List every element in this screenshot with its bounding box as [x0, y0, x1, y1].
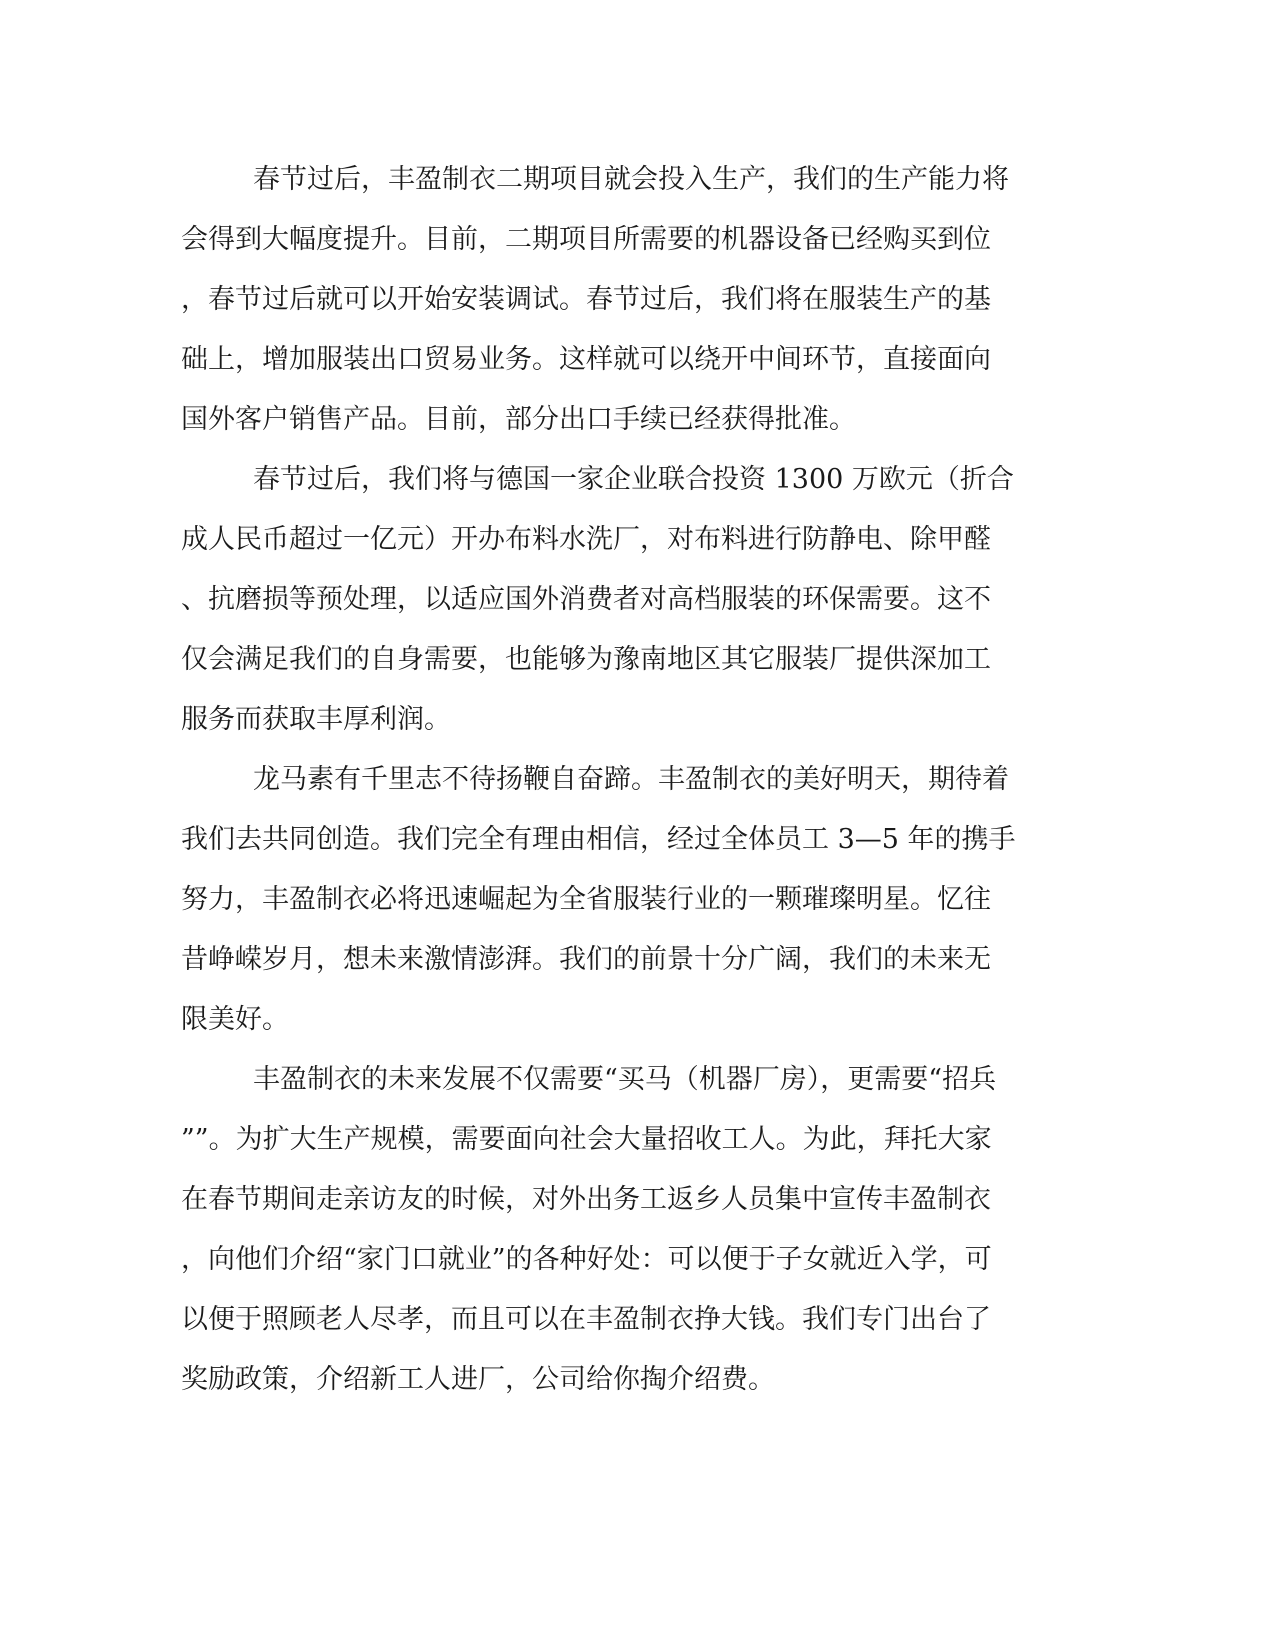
text-line: 服务而获取丰厚利润。 — [181, 704, 451, 735]
text-line: 、抗磨损等预处理，以适应国外消费者对高档服装的环保需要。这不 — [181, 584, 991, 615]
document-body — [181, 150, 1031, 1410]
text-line: 丰盈制衣的未来发展不仅需要“买马（机器厂房），更需要“招兵 — [253, 1064, 997, 1095]
text-line: 在春节期间走亲访友的时候，对外出务工返乡人员集中宣传丰盈制衣 — [181, 1184, 991, 1215]
paragraph-2 — [181, 450, 1031, 750]
paragraph-1 — [181, 150, 1031, 450]
text-line: 会得到大幅度提升。目前，二期项目所需要的机器设备已经购买到位 — [181, 224, 991, 255]
text-line: 昔峥嵘岁月，想未来激情澎湃。我们的前景十分广阔，我们的未来无 — [181, 944, 991, 975]
text-line: 仅会满足我们的自身需要，也能够为豫南地区其它服装厂提供深加工 — [181, 644, 991, 675]
text-line: 努力，丰盈制衣必将迅速崛起为全省服装行业的一颗璀璨明星。忆往 — [181, 884, 991, 915]
text-line: 成人民币超过一亿元）开办布料水洗厂，对布料进行防静电、除甲醛 — [181, 524, 991, 555]
text-line: 限美好。 — [181, 1004, 289, 1035]
text-line: 以便于照顾老人尽孝，而且可以在丰盈制衣挣大钱。我们专门出台了 — [181, 1304, 991, 1335]
text-line: 龙马素有千里志不待扬鞭自奋蹄。丰盈制衣的美好明天，期待着 — [253, 764, 1009, 795]
text-line: 春节过后，我们将与德国一家企业联合投资 1300 万欧元（折合 — [253, 464, 1014, 495]
paragraph-3 — [181, 750, 1031, 1050]
text-line: 国外客户销售产品。目前，部分出口手续已经获得批准。 — [181, 404, 856, 435]
text-line: ，向他们介绍“家门口就业”的各种好处：可以便于子女就近入学，可 — [181, 1244, 992, 1275]
text-line: 我们去共同创造。我们完全有理由相信，经过全体员工 3—5 年的携手 — [181, 824, 1016, 855]
text-line: 奖励政策，介绍新工人进厂，公司给你掏介绍费。 — [181, 1364, 775, 1395]
text-line: 春节过后，丰盈制衣二期项目就会投入生产，我们的生产能力将 — [253, 164, 1009, 195]
text-line: ，春节过后就可以开始安装调试。春节过后，我们将在服装生产的基 — [181, 284, 991, 315]
text-line: 础上，增加服装出口贸易业务。这样就可以绕开中间环节，直接面向 — [181, 344, 991, 375]
text-line: ””。为扩大生产规模，需要面向社会大量招收工人。为此，拜托大家 — [181, 1124, 992, 1155]
paragraph-4 — [181, 1050, 1031, 1410]
